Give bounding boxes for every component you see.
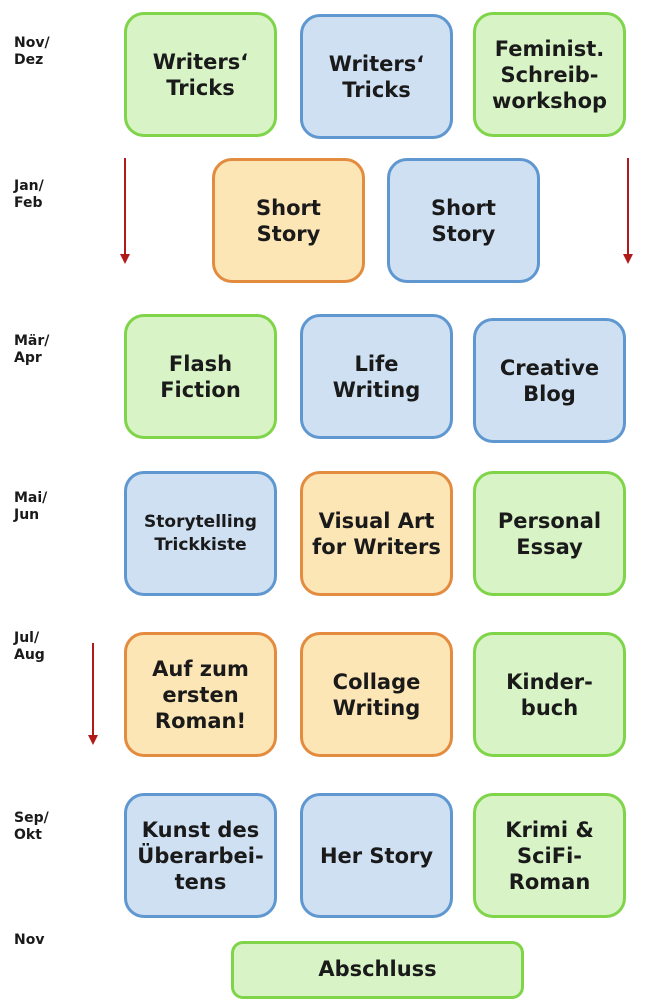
- arrow-down-right-jan: [627, 158, 629, 262]
- course-box-personal-essay[interactable]: Personal Essay: [473, 471, 626, 596]
- course-box-collage-writing[interactable]: Collage Writing: [300, 632, 453, 757]
- arrow-down-left-jan: [124, 158, 126, 262]
- month-label-maer-apr: Mär/ Apr: [14, 333, 50, 366]
- month-label-sep-okt: Sep/ Okt: [14, 810, 49, 843]
- month-label-nov-dez: Nov/ Dez: [14, 35, 50, 68]
- course-box-creative-blog[interactable]: Creative Blog: [473, 318, 626, 443]
- course-box-flash-fiction[interactable]: Flash Fiction: [124, 314, 277, 439]
- course-box-short-story-2[interactable]: Short Story: [387, 158, 540, 283]
- arrow-down-jul: [92, 643, 94, 743]
- course-box-kunst-ueberarbeitens[interactable]: Kunst des Überarbei- tens: [124, 793, 277, 918]
- course-box-krimi-scifi-roman[interactable]: Krimi & SciFi- Roman: [473, 793, 626, 918]
- course-box-feminist-workshop[interactable]: Feminist. Schreib- workshop: [473, 12, 626, 137]
- month-label-jul-aug: Jul/ Aug: [14, 630, 45, 663]
- month-label-jan-feb: Jan/ Feb: [14, 178, 44, 211]
- course-box-life-writing[interactable]: Life Writing: [300, 314, 453, 439]
- course-box-erster-roman[interactable]: Auf zum ersten Roman!: [124, 632, 277, 757]
- month-label-nov: Nov: [14, 932, 45, 948]
- month-label-mai-jun: Mai/ Jun: [14, 490, 48, 523]
- final-box-abschluss[interactable]: Abschluss: [231, 941, 524, 999]
- course-box-short-story-1[interactable]: Short Story: [212, 158, 365, 283]
- course-box-storytelling-trickkiste[interactable]: Storytelling Trickkiste: [124, 471, 277, 596]
- course-box-visual-art[interactable]: Visual Art for Writers: [300, 471, 453, 596]
- course-box-writers-tricks-1[interactable]: Writers‘ Tricks: [124, 12, 277, 137]
- course-box-kinderbuch[interactable]: Kinder- buch: [473, 632, 626, 757]
- course-box-her-story[interactable]: Her Story: [300, 793, 453, 918]
- course-box-writers-tricks-2[interactable]: Writers‘ Tricks: [300, 14, 453, 139]
